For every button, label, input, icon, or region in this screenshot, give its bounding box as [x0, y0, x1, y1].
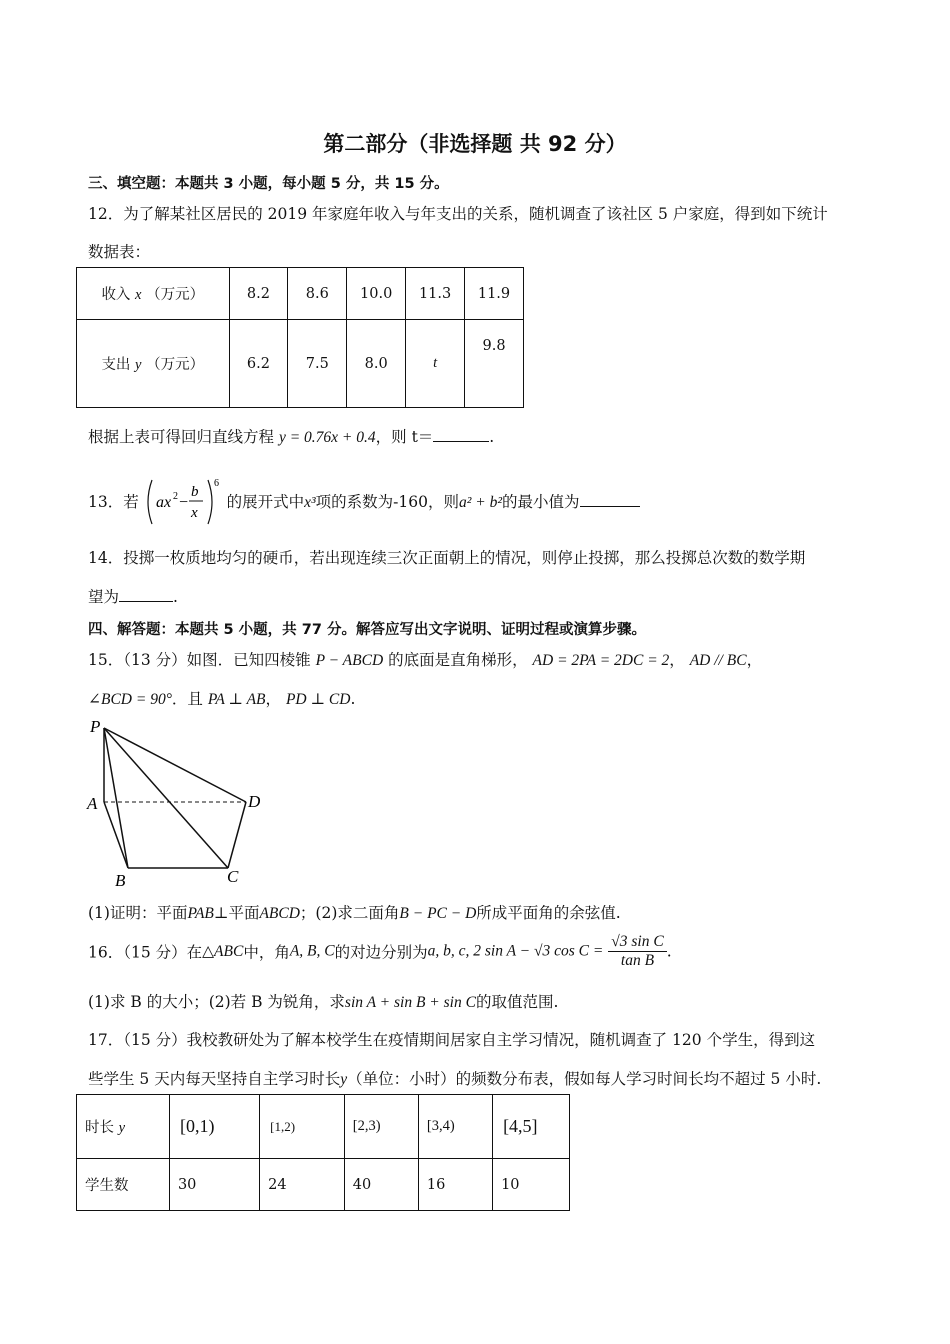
- q15-part2: ；(2)求二面角: [299, 904, 400, 922]
- q12-line1: 12．为了解某社区居民的 2019 年家庭年收入与年支出的关系，随机调查了该社区 5 户家庭，得到如下统计: [88, 205, 828, 223]
- page-title: 第二部分（非选择题 共 92 分）: [323, 132, 627, 156]
- q12-row2-label: 支出: [101, 357, 131, 373]
- q13-term: x³: [304, 494, 316, 511]
- q12-line2: 数据表：: [88, 243, 151, 261]
- q17-count: 24: [260, 1159, 345, 1211]
- q13-binomial-expression: [144, 476, 222, 528]
- section-3-heading: 三、填空题：本题共 3 小题，每小题 5 分，共 15 分。: [88, 176, 449, 192]
- svg-text:b: b: [190, 484, 199, 500]
- q16-mid2: 的对边分别为: [334, 943, 428, 962]
- q17-count: 30: [169, 1159, 259, 1211]
- q16-end: .: [666, 942, 672, 961]
- q17-header-var: y: [118, 1120, 126, 1136]
- svg-text:2: 2: [172, 491, 178, 502]
- q13-prefix: 13．若: [88, 493, 139, 511]
- q17-interval: [1,2): [260, 1095, 345, 1159]
- q12-cell: 8.0: [347, 320, 406, 408]
- q15-abcd: ABCD: [259, 905, 300, 922]
- q12-cell: 10.0: [347, 268, 406, 320]
- q12-after-line: [88, 425, 494, 447]
- q15-line1-prefix: 15．（13 分）如图．已知四棱锥: [88, 651, 311, 669]
- q16-triangle: △ABC: [202, 943, 244, 960]
- section-4-heading: 四、解答题：本题共 5 小题，共 77 分。解答应写出文字说明、证明过程或演算步骤。: [88, 622, 646, 638]
- q16-expr: sin A + sin B + sin C: [344, 994, 476, 1011]
- svg-text:x: x: [190, 505, 198, 521]
- q15-cond2: AD // BC: [689, 652, 747, 669]
- q12-equation: y = 0.76x + 0.4: [278, 429, 376, 446]
- q16-eq-left: a, b, c, 2 sin A − √3 cos C =: [427, 942, 604, 960]
- point-label-c: C: [227, 867, 239, 886]
- q15-pd-perp-cd: PD ⊥ CD: [285, 691, 351, 708]
- q16-angles: A, B, C: [289, 942, 335, 960]
- q16-fraction: [608, 933, 666, 970]
- q12-cell: 11.9: [465, 268, 524, 320]
- q15-pyramid-figure: [80, 712, 280, 892]
- q17-count-label: 学生数: [77, 1159, 170, 1211]
- q12-row2-header: [77, 320, 230, 408]
- q13-suffix2: 的最小值为: [502, 493, 580, 511]
- q12-after-end: .: [489, 428, 495, 446]
- q17-header-label-cell: [77, 1095, 170, 1159]
- q16-mid: 中，角: [243, 943, 290, 962]
- q15-line2: ∠BCD = 90°．且 PA ⊥ AB， PD ⊥ CD.: [88, 690, 356, 708]
- q17-header-label: 时长: [85, 1120, 114, 1136]
- q17-interval: [2,3): [344, 1095, 418, 1159]
- q12-cell: [406, 320, 465, 408]
- q15-perp: ⊥平面: [213, 904, 260, 922]
- q15-dihedral: B − PC − D: [399, 905, 477, 922]
- q12-cell: 9.8: [465, 320, 524, 408]
- q12-row1-var: x: [135, 287, 142, 303]
- q13-line: [88, 476, 640, 526]
- q14-line2-text: 望为: [88, 588, 120, 606]
- q15-pab: PAB: [187, 905, 214, 922]
- q14-line2: [88, 585, 178, 607]
- q16-numerator: √3 sin C: [608, 933, 666, 952]
- q12-after-prefix: 根据上表可得回归直线方程: [88, 428, 275, 446]
- q17-line2: [88, 1067, 821, 1089]
- q12-row1-unit: （万元）: [146, 287, 205, 303]
- point-label-a: A: [87, 794, 98, 813]
- q13-suffix1: 项的系数为-160，则: [315, 493, 459, 511]
- q12-row2-unit: （万元）: [146, 357, 205, 373]
- q17-interval: [0,1): [169, 1095, 259, 1159]
- q16-parts: [88, 990, 558, 1012]
- q12-cell: 6.2: [229, 320, 288, 408]
- q16-line1: [88, 933, 672, 970]
- point-label-b: B: [115, 871, 126, 890]
- q15-cond1: AD = 2PA = 2DC = 2: [532, 652, 670, 669]
- q12-cell-t: t: [433, 355, 438, 371]
- svg-text:−: −: [178, 494, 188, 511]
- q14-answer-blank[interactable]: [119, 600, 173, 602]
- svg-text:6: 6: [213, 478, 219, 489]
- q16-part1-end: 的取值范围.: [475, 993, 559, 1011]
- q12-answer-blank[interactable]: [433, 440, 489, 442]
- q16-prefix: 16．（15 分）在: [88, 943, 203, 962]
- q15-parts: [88, 901, 621, 923]
- q15-part1: (1)证明：平面: [88, 904, 188, 922]
- q17-line2-var: y: [340, 1071, 348, 1088]
- q17-count: 16: [418, 1159, 492, 1211]
- q17-count: 40: [344, 1159, 418, 1211]
- q12-row1-label: 收入: [101, 287, 131, 303]
- q17-line2-a: 些学生 5 天内每天坚持自主学习时长: [88, 1070, 341, 1088]
- svg-text:ax: ax: [155, 494, 171, 511]
- q12-cell: 8.6: [288, 268, 347, 320]
- q13-answer-blank[interactable]: [580, 505, 640, 507]
- q15-line2-b: ．且: [171, 690, 203, 708]
- q17-line2-b: （单位：小时）的频数分布表，假如每人学习时间长均不超过 5 小时.: [347, 1070, 822, 1088]
- q15-pyramid: P − ABCD: [315, 652, 384, 669]
- q13-middle: 的展开式中: [226, 493, 305, 511]
- q12-cell: 8.2: [229, 268, 288, 320]
- q12-cell: 7.5: [288, 320, 347, 408]
- q15-pa-perp-ab: PA ⊥ AB: [207, 691, 266, 708]
- point-label-p: P: [90, 717, 101, 736]
- q13-expr: a² + b²: [458, 494, 502, 511]
- q17-interval: [4,5]: [493, 1095, 570, 1159]
- q14-line1: 14．投掷一枚质地均匀的硬币，若出现连续三次正面朝上的情况，则停止投掷，那么投掷总次数的数学期: [88, 549, 806, 567]
- q12-data-table: [76, 267, 524, 408]
- q12-after-suffix: ，则 t＝: [375, 428, 434, 446]
- q16-denominator: tan B: [620, 952, 655, 969]
- q17-line1: 17．（15 分）我校教研处为了解本校学生在疫情期间居家自主学习情况，随机调查了 120 个学生，得到这: [88, 1031, 816, 1049]
- q12-row2-var: y: [135, 357, 142, 373]
- q15-part2-end: 所成平面角的余弦值.: [476, 904, 621, 922]
- q17-count: 10: [493, 1159, 570, 1211]
- q12-row1-header: [77, 268, 230, 320]
- q15-angle-bcd: ∠BCD = 90°: [88, 691, 172, 708]
- q15-line1: 15．（13 分）如图．已知四棱锥 P − ABCD 的底面是直角梯形， AD = 2PA = 2DC = 2， AD // BC，: [88, 651, 763, 669]
- q15-line1-mid: 的底面是直角梯形，: [388, 651, 528, 669]
- q16-part1: (1)求 B 的大小；(2)若 B 为锐角，求: [88, 993, 345, 1011]
- point-label-d: D: [248, 792, 261, 811]
- q12-cell: 11.3: [406, 268, 465, 320]
- q17-frequency-table: [76, 1094, 570, 1211]
- q17-interval: [3,4): [418, 1095, 492, 1159]
- q14-end: .: [173, 588, 178, 606]
